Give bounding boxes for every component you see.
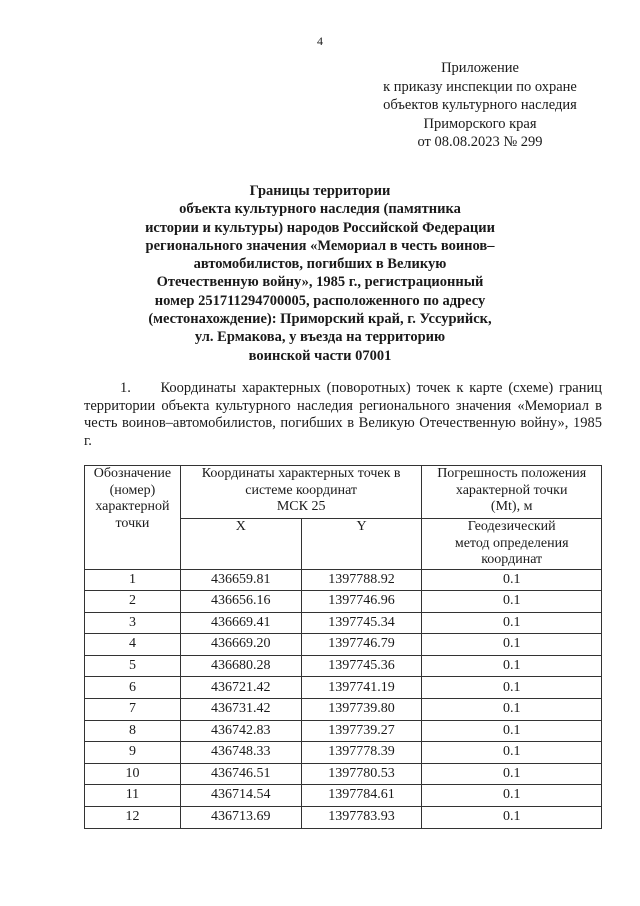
title-line: номер 251711294700005, расположенного по адресу bbox=[154, 292, 486, 309]
title-line: (местонахождение): Приморский край, г. Уссурийск, bbox=[148, 311, 492, 328]
x-coordinate-cell: 436742.83 bbox=[180, 720, 301, 742]
table-row bbox=[85, 569, 602, 591]
y-coordinate-cell: 1397741.19 bbox=[301, 677, 422, 699]
accuracy-cell: 0.1 bbox=[422, 720, 602, 742]
x-coordinate-cell: 436656.16 bbox=[180, 591, 301, 613]
point-number-cell: 11 bbox=[85, 785, 181, 807]
method-header: Геодезический метод определения координат bbox=[422, 519, 602, 570]
point-number-cell: 2 bbox=[85, 591, 181, 613]
document-title bbox=[110, 182, 530, 365]
paragraph-number: 1. bbox=[120, 380, 131, 396]
accuracy-cell: 0.1 bbox=[422, 785, 602, 807]
point-number-cell: 8 bbox=[85, 720, 181, 742]
appendix-line: объектов культурного наследия bbox=[383, 97, 577, 113]
title-line: ул. Ермакова, у въезда на территорию bbox=[194, 329, 446, 346]
table-row bbox=[85, 807, 602, 829]
table-row bbox=[85, 742, 602, 764]
y-coordinate-cell: 1397746.79 bbox=[301, 634, 422, 656]
title-line: воинской части 07001 bbox=[248, 347, 392, 364]
coordinates-table bbox=[84, 465, 602, 829]
appendix-date-line: от 08.08.2023 № 299 bbox=[417, 134, 543, 150]
coordinates-header: Координаты характерных точек в системе координат МСК 25 bbox=[180, 466, 421, 519]
x-coordinate-cell: 436659.81 bbox=[180, 569, 301, 591]
table-row bbox=[85, 655, 602, 677]
point-designation-header: Обозначение (номер) характерной точки bbox=[85, 466, 181, 570]
table-row bbox=[85, 785, 602, 807]
x-coordinate-cell: 436731.42 bbox=[180, 699, 301, 721]
table-row bbox=[85, 677, 602, 699]
table-row bbox=[85, 763, 602, 785]
accuracy-cell: 0.1 bbox=[422, 591, 602, 613]
accuracy-cell: 0.1 bbox=[422, 699, 602, 721]
point-number-cell: 5 bbox=[85, 655, 181, 677]
x-coordinate-cell: 436669.20 bbox=[180, 634, 301, 656]
x-coordinate-cell: 436721.42 bbox=[180, 677, 301, 699]
accuracy-header: Погрешность положения характерной точки (Mt), м bbox=[422, 466, 602, 519]
title-line: объекта культурного наследия (памятника bbox=[179, 201, 461, 218]
accuracy-cell: 0.1 bbox=[422, 655, 602, 677]
point-number-cell: 3 bbox=[85, 612, 181, 634]
y-coordinate-cell: 1397788.92 bbox=[301, 569, 422, 591]
section-paragraph bbox=[84, 380, 602, 450]
page-number: 4 bbox=[317, 34, 323, 48]
point-number-cell: 6 bbox=[85, 677, 181, 699]
point-number-cell: 12 bbox=[85, 807, 181, 829]
y-coordinate-cell: 1397746.96 bbox=[301, 591, 422, 613]
table-row bbox=[85, 634, 602, 656]
accuracy-cell: 0.1 bbox=[422, 677, 602, 699]
appendix-line: Приложение bbox=[441, 60, 519, 76]
accuracy-cell: 0.1 bbox=[422, 807, 602, 829]
point-number-cell: 7 bbox=[85, 699, 181, 721]
table-row bbox=[85, 699, 602, 721]
y-coordinate-cell: 1397739.80 bbox=[301, 699, 422, 721]
x-coordinate-cell: 436680.28 bbox=[180, 655, 301, 677]
table-row bbox=[85, 720, 602, 742]
y-column-header: Y bbox=[301, 519, 422, 570]
x-coordinate-cell: 436748.33 bbox=[180, 742, 301, 764]
title-line: истории и культуры) народов Российской Федерации bbox=[145, 219, 495, 236]
y-coordinate-cell: 1397739.27 bbox=[301, 720, 422, 742]
appendix-line: Приморского края bbox=[423, 115, 537, 132]
x-coordinate-cell: 436714.54 bbox=[180, 785, 301, 807]
y-coordinate-cell: 1397783.93 bbox=[301, 807, 422, 829]
accuracy-cell: 0.1 bbox=[422, 612, 602, 634]
point-number-cell: 10 bbox=[85, 763, 181, 785]
title-line: регионального значения «Мемориал в честь воинов– bbox=[145, 237, 495, 254]
appendix-header bbox=[340, 59, 620, 152]
x-coordinate-cell: 436669.41 bbox=[180, 612, 301, 634]
point-number-cell: 4 bbox=[85, 634, 181, 656]
accuracy-cell: 0.1 bbox=[422, 763, 602, 785]
title-line: автомобилистов, погибших в Великую bbox=[193, 256, 447, 273]
x-coordinate-cell: 436746.51 bbox=[180, 763, 301, 785]
accuracy-cell: 0.1 bbox=[422, 569, 602, 591]
accuracy-cell: 0.1 bbox=[422, 634, 602, 656]
point-number-cell: 1 bbox=[85, 569, 181, 591]
paragraph-text: Координаты характерных (поворотных) точек к карте (схеме) границ территории объекта культурного наследия регионального значения «Мемориал в честь воинов–автомобилистов, погибших в Великую Отечественную войну», 1985 г. bbox=[84, 380, 602, 449]
x-coordinate-cell: 436713.69 bbox=[180, 807, 301, 829]
table-row bbox=[85, 591, 602, 613]
x-column-header: X bbox=[180, 519, 301, 570]
table-row bbox=[85, 612, 602, 634]
appendix-line: к приказу инспекции по охране bbox=[383, 78, 577, 95]
point-number-cell: 9 bbox=[85, 742, 181, 764]
y-coordinate-cell: 1397778.39 bbox=[301, 742, 422, 764]
y-coordinate-cell: 1397745.34 bbox=[301, 612, 422, 634]
accuracy-cell: 0.1 bbox=[422, 742, 602, 764]
y-coordinate-cell: 1397784.61 bbox=[301, 785, 422, 807]
table-header-row bbox=[85, 466, 602, 519]
title-line: Границы территории bbox=[249, 183, 391, 199]
y-coordinate-cell: 1397780.53 bbox=[301, 763, 422, 785]
y-coordinate-cell: 1397745.36 bbox=[301, 655, 422, 677]
title-line: Отечественную войну», 1985 г., регистрационный bbox=[156, 274, 484, 291]
